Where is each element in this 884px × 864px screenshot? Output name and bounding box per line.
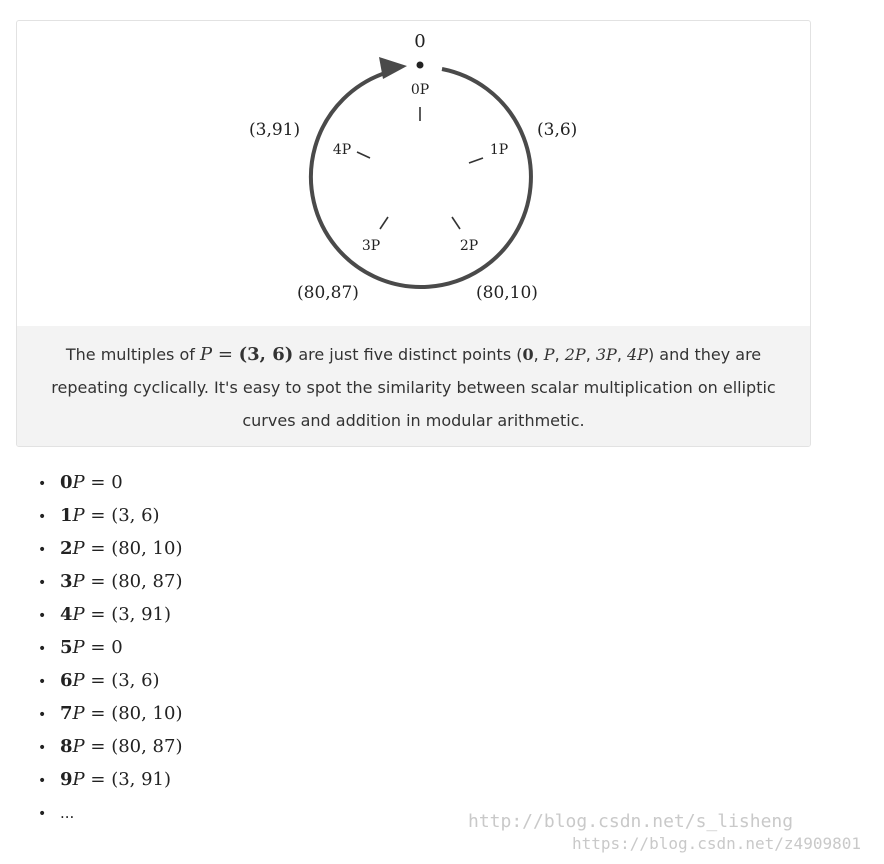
- multiple-equals: =: [84, 571, 112, 592]
- tick-4p: [357, 152, 370, 158]
- multiple-coefficient: 2: [60, 538, 73, 559]
- ellipsis-text: ...: [60, 804, 75, 822]
- bullet-glyph: •: [38, 707, 47, 723]
- figure-caption: [17, 326, 810, 446]
- point-label-0p: 0P: [410, 82, 430, 98]
- multiple-value: (80, 87): [111, 736, 183, 757]
- tick-3p: [380, 217, 388, 229]
- multiple-equals: =: [84, 604, 112, 625]
- top-zero-label: 0: [414, 31, 426, 52]
- identity-point-dot: [417, 62, 424, 69]
- bullet-glyph: •: [38, 575, 47, 591]
- multiple-point-symbol: P: [72, 769, 85, 790]
- bullet-glyph: •: [38, 542, 47, 558]
- multiple-point-symbol: P: [72, 637, 85, 658]
- multiple-equals: =: [84, 505, 112, 526]
- multiple-point-symbol: P: [72, 604, 85, 625]
- multiple-value: (80, 10): [111, 703, 183, 724]
- watermark-line-2: https://blog.csdn.net/z4909801: [572, 834, 861, 853]
- caption-line-3: curves and addition in modular arithmetic.: [242, 411, 585, 430]
- caption-line-2: repeating cyclically. It's easy to spot the similarity between scalar multiplication on elliptic: [51, 378, 776, 397]
- point-label-3p: 3P: [361, 238, 381, 254]
- list-item: [38, 631, 182, 664]
- multiple-equals: =: [84, 736, 112, 757]
- list-item: [38, 598, 182, 631]
- multiple-coefficient: 3: [60, 571, 73, 592]
- caption-point-0: 0: [522, 345, 534, 364]
- multiple-equals: =: [84, 670, 112, 691]
- bullet-glyph: •: [38, 773, 47, 789]
- coord-label-p3: (80,87): [297, 283, 359, 303]
- point-label-4p: 4P: [332, 142, 352, 158]
- caption-point-2P: 2P: [564, 345, 586, 364]
- multiple-coefficient: 1: [60, 505, 73, 526]
- list-item: [38, 730, 182, 763]
- multiple-coefficient: 7: [60, 703, 73, 724]
- multiple-value: (3, 6): [111, 505, 160, 526]
- bullet-glyph: •: [38, 674, 47, 690]
- caption-text-a: The multiples of: [65, 345, 200, 364]
- multiple-equals: =: [84, 769, 112, 790]
- caption-text-c: ) and they are: [647, 345, 762, 364]
- list-item: [38, 532, 182, 565]
- caption-point-3P: 3P: [595, 345, 617, 364]
- list-item: [38, 499, 182, 532]
- coord-label-p4: (3,91): [249, 120, 301, 140]
- bullet-glyph: •: [38, 509, 47, 525]
- list-item: [38, 664, 182, 697]
- multiple-point-symbol: P: [72, 472, 85, 493]
- caption-sep-2: ,: [554, 345, 565, 364]
- bullet-glyph: •: [38, 740, 47, 756]
- list-item: [38, 466, 182, 499]
- bullet-glyph: •: [38, 806, 47, 822]
- figure-card: [16, 20, 811, 447]
- multiple-point-symbol: P: [72, 670, 85, 691]
- list-item-ellipsis: [38, 796, 182, 829]
- multiple-point-symbol: P: [72, 571, 85, 592]
- multiple-equals: =: [84, 472, 112, 493]
- coord-label-p2: (80,10): [476, 283, 538, 303]
- cycle-arc: [311, 69, 531, 287]
- multiple-point-symbol: P: [72, 538, 85, 559]
- multiple-point-symbol: P: [72, 703, 85, 724]
- caption-sep-1: ,: [533, 345, 544, 364]
- multiple-coefficient: 6: [60, 670, 73, 691]
- multiple-coefficient: 0: [60, 472, 73, 493]
- multiple-value: (80, 87): [111, 571, 183, 592]
- caption-text-b: are just five distinct points (: [293, 345, 523, 364]
- caption-line-1: [37, 338, 790, 371]
- multiple-coefficient: 4: [60, 604, 73, 625]
- cycle-arrowhead: [379, 57, 407, 79]
- point-label-2p: 2P: [459, 238, 479, 254]
- bullet-glyph: •: [38, 608, 47, 624]
- multiple-coefficient: 8: [60, 736, 73, 757]
- caption-sep-3: ,: [585, 345, 596, 364]
- caption-point-P: P: [543, 345, 555, 364]
- caption-sep-4: ,: [616, 345, 627, 364]
- cyclic-group-diagram: [17, 21, 811, 326]
- caption-math-P: P: [199, 344, 213, 365]
- watermark-line-1: http://blog.csdn.net/s_lisheng: [468, 811, 794, 832]
- multiple-point-symbol: P: [72, 736, 85, 757]
- caption-point-4P: 4P: [626, 345, 648, 364]
- list-item: [38, 763, 182, 796]
- list-item: [38, 697, 182, 730]
- multiple-coefficient: 5: [60, 637, 73, 658]
- multiple-value: (3, 91): [111, 769, 172, 790]
- multiple-equals: =: [84, 637, 112, 658]
- multiple-equals: =: [84, 703, 112, 724]
- bullet-glyph: •: [38, 476, 47, 492]
- multiple-value: 0: [111, 637, 123, 658]
- multiple-equals: =: [84, 538, 112, 559]
- multiple-value: (80, 10): [111, 538, 183, 559]
- multiple-coefficient: 9: [60, 769, 73, 790]
- point-label-1p: 1P: [489, 142, 509, 158]
- multiple-value: (3, 91): [111, 604, 172, 625]
- multiple-point-symbol: P: [72, 505, 85, 526]
- tick-2p: [452, 217, 460, 229]
- list-item: [38, 565, 182, 598]
- tick-1p: [469, 158, 483, 163]
- coord-label-p1: (3,6): [537, 120, 578, 140]
- bullet-glyph: •: [38, 641, 47, 657]
- multiple-value: 0: [111, 472, 123, 493]
- caption-math-eq: =: [212, 344, 239, 365]
- caption-math-value: (3, 6): [238, 344, 294, 365]
- multiple-value: (3, 6): [111, 670, 160, 691]
- multiples-list: [38, 466, 182, 829]
